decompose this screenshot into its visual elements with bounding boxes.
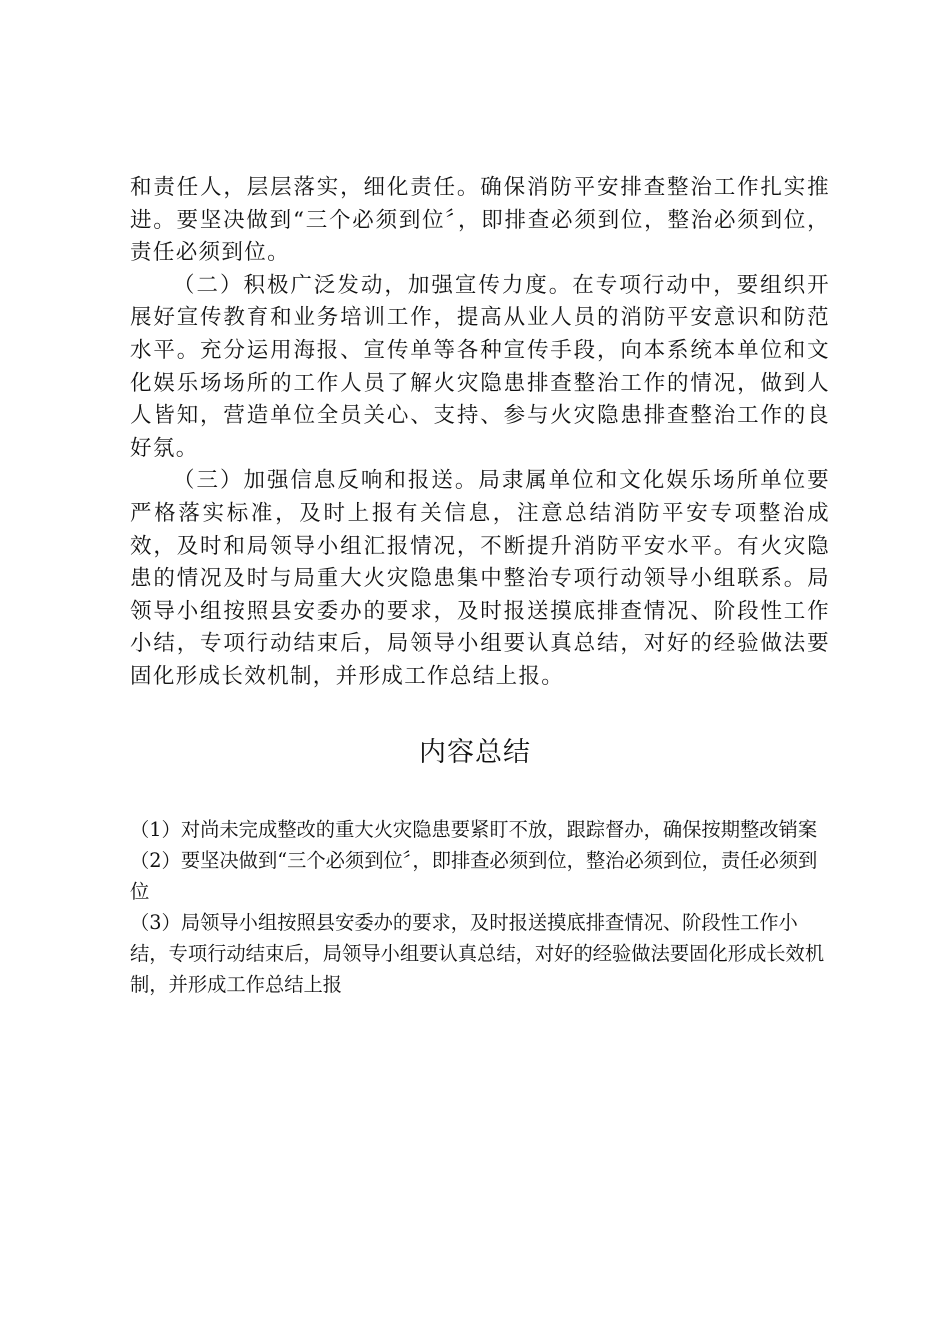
body-paragraph-continuation: 和责任人，层层落实，细化责任。确保消防平安排查整治工作扎实推进。要坚决做到“三个必须到位〞，即排查必须到位，整治必须到位，责任必须到位。: [130, 175, 830, 266]
summary-item: （1）对尚未完成整改的重大火灾隐患要紧盯不放，跟踪督办，确保按期整改销案: [130, 818, 818, 841]
summary-item: （3）局领导小组按照县安委办的要求，及时报送摸底排查情况、阶段性工作小结，专项行动结束后，局领导小组要认真总结，对好的经验做法要固化形成长效机制，并形成工作总结上报: [130, 911, 825, 996]
body-paragraph-publicity: （二）积极广泛发动，加强宣传力度。在专项行动中，要组织开展好宣传教育和业务培训工作，提高从业人员的消防平安意识和防范水平。充分运用海报、宣传单等各种宣传手段，向本系统本单位和文化娱乐场场所的工作人员了解火灾隐患排查整治工作的情况，做到人人皆知，营造单位全员关心、支持、参与火灾隐患排查整治工作的良好氛。: [130, 272, 830, 461]
document-body: [130, 172, 830, 694]
summary-item: （2）要坚决做到“三个必须到位〞，即排查必须到位，整治必须到位，责任必须到位: [130, 849, 818, 903]
summary-heading: 内容总结: [419, 737, 531, 768]
body-paragraph-reporting: （三）加强信息反响和报送。局隶属单位和文化娱乐场所单位要严格落实标准，及时上报有关信息，注意总结消防平安专项整治成效，及时和局领导小组汇报情况，不断提升消防平安水平。有火灾隐患的情况及时与局重大火灾隐患集中整治专项行动领导小组联系。局领导小组按照县安委办的要求，及时报送摸底排查情况、阶段性工作小结，专项行动结束后，局领导小组要认真总结，对好的经验做法要固化形成长效机制，并形成工作总结上报。: [130, 468, 830, 689]
summary-list: [130, 814, 834, 1000]
